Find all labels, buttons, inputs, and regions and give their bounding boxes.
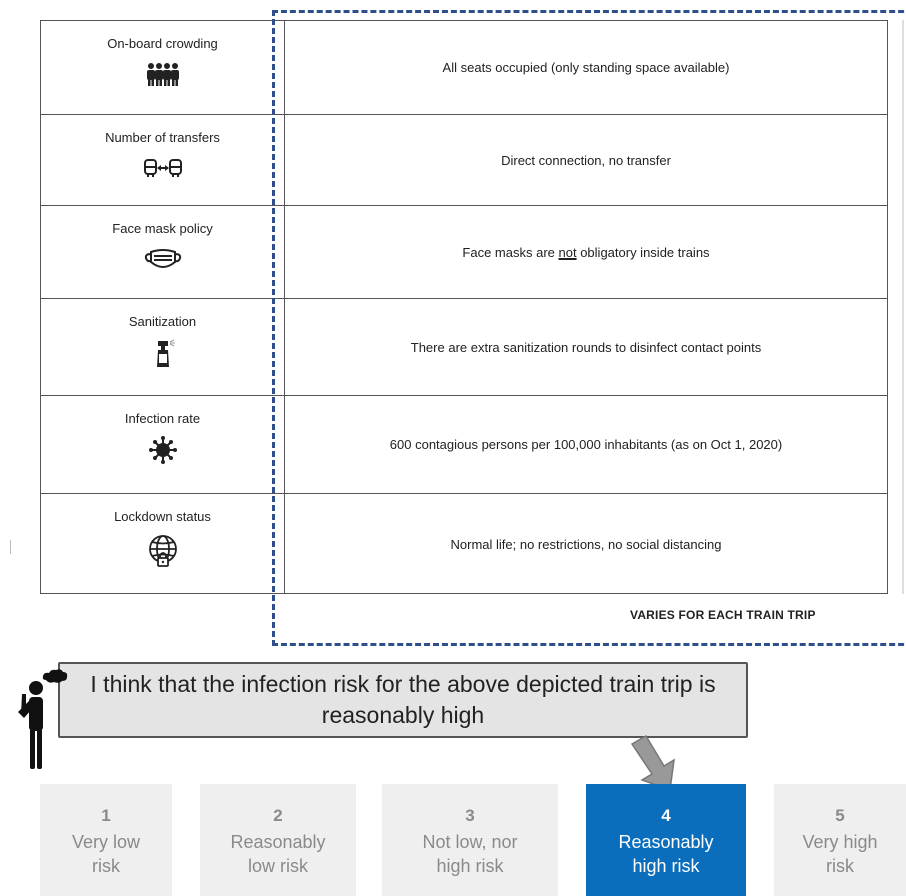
option-number: 4 [661,806,671,825]
statement-text: I think that the infection risk for the above depicted train trip is reasonably high [90,671,716,728]
attribute-row-infection-rate [41,396,887,494]
crowd-icon [143,61,183,87]
face-mask-icon [143,246,183,272]
attribute-value: Direct connection, no transfer [501,152,671,168]
option-label: Not low, nor high risk [422,832,518,876]
varies-label: VARIES FOR EACH TRAIN TRIP [630,608,816,622]
attribute-name: Number of transfers [105,130,220,145]
spray-bottle-icon [143,339,183,369]
attribute-table [40,20,888,594]
rating-option-4-selected[interactable] [586,784,746,896]
rating-option-2[interactable] [200,784,356,896]
thought-bubble-icon [40,668,70,688]
value-text-post: obligatory inside trains [576,244,710,260]
attribute-name: Infection rate [124,411,201,426]
globe-lock-icon [143,534,183,568]
attribute-value: All seats occupied (only standing space available) [442,60,730,75]
attribute-name: Sanitization [128,314,197,329]
option-number: 2 [273,806,283,825]
attribute-name: Face mask policy [112,221,213,236]
virus-icon [143,436,183,464]
attribute-value: Normal life; no restrictions, no social distancing [450,536,722,552]
value-emphasis: not [558,244,577,260]
attribute-row-crowding [41,21,887,115]
option-number: 5 [835,806,845,825]
attribute-value [285,206,887,298]
value-text-pre: Face masks are [462,244,559,260]
statement-banner [58,662,748,738]
attribute-value: There are extra sanitization rounds to disinfect contact points [410,339,762,355]
attribute-name: Lockdown status [114,509,211,524]
attribute-row-lockdown [41,494,887,594]
attribute-name: On-board crowding [107,36,218,51]
option-label: Reasonably high risk [618,832,714,876]
option-number: 3 [465,806,475,825]
divider [10,540,11,554]
option-label: Reasonably low risk [230,832,326,876]
attribute-row-sanitization [41,299,887,396]
option-label: Very high risk [802,832,878,876]
option-label: Very low risk [71,832,141,876]
attribute-value: 600 contagious persons per 100,000 inhabitants (as on Oct 1, 2020) [389,437,783,452]
rating-option-1[interactable] [40,784,172,896]
rating-option-3[interactable] [382,784,558,896]
attribute-row-transfers [41,115,887,206]
train-transfer-icon [143,155,183,181]
attribute-row-face-mask [41,206,887,299]
option-number: 1 [101,806,111,825]
rating-option-5[interactable] [774,784,906,896]
divider [902,20,904,594]
